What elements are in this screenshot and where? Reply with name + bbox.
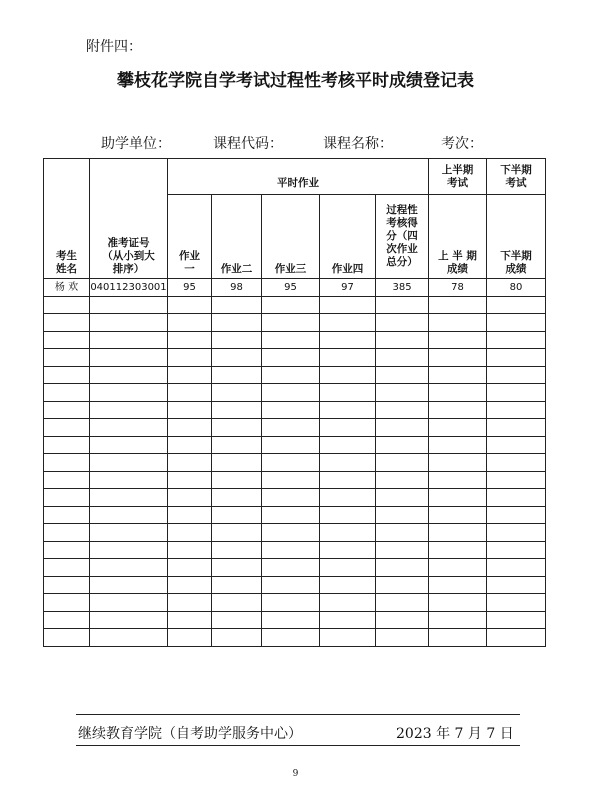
cell-name <box>44 436 90 454</box>
cell-hw2 <box>212 559 262 577</box>
cell-hw2 <box>212 524 262 542</box>
cell-id <box>90 384 168 402</box>
cell-name <box>44 331 90 349</box>
cell-hw2 <box>212 576 262 594</box>
cell-hw3 <box>262 489 320 507</box>
cell-hw3 <box>262 314 320 332</box>
cell-first-half <box>429 419 487 437</box>
cell-hw2 <box>212 541 262 559</box>
cell-process-score <box>376 349 429 367</box>
cell-first-half <box>429 489 487 507</box>
cell-process-score <box>376 419 429 437</box>
table-row-empty <box>44 576 546 594</box>
cell-hw3 <box>262 384 320 402</box>
cell-hw4: 97 <box>320 279 376 297</box>
cell-hw4 <box>320 611 376 629</box>
cell-hw1 <box>168 296 212 314</box>
table-row-empty <box>44 506 546 524</box>
cell-hw2 <box>212 384 262 402</box>
cell-hw2 <box>212 506 262 524</box>
cell-hw4 <box>320 524 376 542</box>
header-second-half-exam: 下半期 考试 <box>487 159 546 195</box>
cell-name <box>44 576 90 594</box>
cell-id <box>90 331 168 349</box>
cell-process-score: 385 <box>376 279 429 297</box>
header-hw4: 作业四 <box>320 195 376 279</box>
exam-session-label: 考次： <box>441 136 483 152</box>
cell-hw4 <box>320 594 376 612</box>
cell-id <box>90 296 168 314</box>
cell-hw2 <box>212 489 262 507</box>
cell-hw2 <box>212 629 262 647</box>
cell-name <box>44 524 90 542</box>
cell-name <box>44 296 90 314</box>
table-row-empty <box>44 559 546 577</box>
cell-second-half: 80 <box>487 279 546 297</box>
grade-table <box>43 158 546 647</box>
cell-process-score <box>376 366 429 384</box>
cell-hw1 <box>168 541 212 559</box>
cell-name <box>44 541 90 559</box>
table-row-empty <box>44 454 546 472</box>
cell-hw3 <box>262 506 320 524</box>
cell-hw4 <box>320 471 376 489</box>
cell-hw3 <box>262 454 320 472</box>
cell-hw4 <box>320 436 376 454</box>
table-row-empty <box>44 349 546 367</box>
footer-bottom-rule <box>76 745 520 746</box>
cell-first-half <box>429 401 487 419</box>
cell-first-half <box>429 594 487 612</box>
table-row-empty <box>44 436 546 454</box>
attachment-label: 附件四： <box>86 39 142 55</box>
table-row-empty <box>44 384 546 402</box>
cell-second-half <box>487 594 546 612</box>
cell-hw3 <box>262 419 320 437</box>
cell-name <box>44 454 90 472</box>
cell-hw3 <box>262 331 320 349</box>
cell-hw2 <box>212 331 262 349</box>
table-row-empty <box>44 314 546 332</box>
table-row-empty <box>44 401 546 419</box>
cell-id <box>90 471 168 489</box>
cell-hw4 <box>320 559 376 577</box>
footer-org: 继续教育学院（自考助学服务中心） <box>78 726 302 742</box>
cell-id <box>90 629 168 647</box>
header-first-half-exam: 上半期 考试 <box>429 159 487 195</box>
cell-id: 040112303001 <box>90 279 168 297</box>
cell-process-score <box>376 541 429 559</box>
cell-name <box>44 349 90 367</box>
table-row-empty <box>44 594 546 612</box>
cell-name <box>44 489 90 507</box>
cell-hw1: 95 <box>168 279 212 297</box>
unit-label: 助学单位： <box>101 136 171 152</box>
cell-hw4 <box>320 541 376 559</box>
table-row-empty <box>44 541 546 559</box>
cell-hw3 <box>262 401 320 419</box>
cell-first-half <box>429 524 487 542</box>
table-row-empty <box>44 419 546 437</box>
page-number: 9 <box>292 769 299 779</box>
table-row-empty <box>44 471 546 489</box>
cell-hw2 <box>212 366 262 384</box>
cell-hw2 <box>212 419 262 437</box>
cell-process-score <box>376 576 429 594</box>
header-name: 考生 姓名 <box>44 159 90 279</box>
cell-hw3 <box>262 594 320 612</box>
cell-id <box>90 489 168 507</box>
cell-hw2 <box>212 401 262 419</box>
cell-first-half <box>429 296 487 314</box>
cell-name <box>44 559 90 577</box>
cell-process-score <box>376 454 429 472</box>
cell-id <box>90 436 168 454</box>
cell-second-half <box>487 541 546 559</box>
table-row <box>44 279 546 297</box>
cell-hw4 <box>320 506 376 524</box>
cell-process-score <box>376 436 429 454</box>
cell-first-half <box>429 576 487 594</box>
cell-hw2 <box>212 296 262 314</box>
cell-first-half <box>429 611 487 629</box>
cell-name <box>44 629 90 647</box>
cell-hw1 <box>168 559 212 577</box>
cell-second-half <box>487 489 546 507</box>
cell-hw4 <box>320 629 376 647</box>
cell-second-half <box>487 576 546 594</box>
cell-hw4 <box>320 296 376 314</box>
cell-id <box>90 594 168 612</box>
cell-id <box>90 506 168 524</box>
cell-hw2 <box>212 471 262 489</box>
cell-name <box>44 506 90 524</box>
cell-process-score <box>376 524 429 542</box>
cell-hw1 <box>168 331 212 349</box>
cell-id <box>90 401 168 419</box>
cell-second-half <box>487 296 546 314</box>
cell-id <box>90 611 168 629</box>
cell-hw1 <box>168 489 212 507</box>
table-row-empty <box>44 489 546 507</box>
cell-second-half <box>487 349 546 367</box>
cell-hw4 <box>320 384 376 402</box>
cell-hw3 <box>262 559 320 577</box>
cell-hw1 <box>168 384 212 402</box>
cell-first-half <box>429 331 487 349</box>
cell-name <box>44 471 90 489</box>
cell-first-half <box>429 314 487 332</box>
cell-first-half <box>429 559 487 577</box>
cell-hw4 <box>320 401 376 419</box>
cell-name <box>44 611 90 629</box>
cell-process-score <box>376 559 429 577</box>
cell-hw2 <box>212 454 262 472</box>
cell-second-half <box>487 471 546 489</box>
table-row-empty <box>44 296 546 314</box>
header-hw3: 作业三 <box>262 195 320 279</box>
cell-hw2 <box>212 594 262 612</box>
cell-id <box>90 454 168 472</box>
cell-hw2 <box>212 349 262 367</box>
cell-id <box>90 349 168 367</box>
cell-hw1 <box>168 594 212 612</box>
table-row-empty <box>44 331 546 349</box>
cell-first-half <box>429 506 487 524</box>
cell-id <box>90 314 168 332</box>
cell-hw4 <box>320 454 376 472</box>
footer-date: 2023 年 7 月 7 日 <box>396 726 514 742</box>
header-first-half-score: 上 半 期 成绩 <box>429 195 487 279</box>
header-admission-id: 准考证号 （从小到大 排序） <box>90 159 168 279</box>
cell-hw1 <box>168 454 212 472</box>
cell-second-half <box>487 384 546 402</box>
cell-hw1 <box>168 366 212 384</box>
cell-process-score <box>376 331 429 349</box>
header-process-score: 过程性 考核得 分（四 次作业 总分） <box>376 195 429 279</box>
cell-first-half <box>429 629 487 647</box>
cell-process-score <box>376 629 429 647</box>
cell-second-half <box>487 454 546 472</box>
cell-second-half <box>487 524 546 542</box>
cell-id <box>90 419 168 437</box>
cell-second-half <box>487 419 546 437</box>
cell-process-score <box>376 401 429 419</box>
cell-second-half <box>487 436 546 454</box>
cell-name <box>44 594 90 612</box>
cell-hw2: 98 <box>212 279 262 297</box>
cell-hw4 <box>320 314 376 332</box>
cell-hw1 <box>168 524 212 542</box>
cell-second-half <box>487 401 546 419</box>
cell-second-half <box>487 331 546 349</box>
cell-hw3 <box>262 436 320 454</box>
cell-hw1 <box>168 314 212 332</box>
cell-process-score <box>376 489 429 507</box>
cell-hw3 <box>262 366 320 384</box>
table-row-empty <box>44 629 546 647</box>
cell-second-half <box>487 314 546 332</box>
cell-hw4 <box>320 349 376 367</box>
cell-first-half <box>429 541 487 559</box>
header-homework-group: 平时作业 <box>168 159 429 195</box>
cell-hw3: 95 <box>262 279 320 297</box>
cell-hw4 <box>320 331 376 349</box>
cell-second-half <box>487 629 546 647</box>
cell-hw3 <box>262 296 320 314</box>
cell-second-half <box>487 559 546 577</box>
cell-hw1 <box>168 576 212 594</box>
cell-hw4 <box>320 489 376 507</box>
cell-process-score <box>376 384 429 402</box>
cell-process-score <box>376 296 429 314</box>
table-row-empty <box>44 524 546 542</box>
cell-second-half <box>487 506 546 524</box>
cell-process-score <box>376 471 429 489</box>
cell-first-half <box>429 349 487 367</box>
cell-first-half <box>429 366 487 384</box>
cell-hw1 <box>168 419 212 437</box>
cell-id <box>90 524 168 542</box>
cell-id <box>90 576 168 594</box>
cell-first-half <box>429 454 487 472</box>
cell-name <box>44 419 90 437</box>
cell-process-score <box>376 594 429 612</box>
cell-id <box>90 366 168 384</box>
cell-name <box>44 401 90 419</box>
cell-name <box>44 384 90 402</box>
cell-hw3 <box>262 576 320 594</box>
footer-top-rule <box>76 714 520 715</box>
cell-hw1 <box>168 401 212 419</box>
cell-id <box>90 541 168 559</box>
cell-hw1 <box>168 506 212 524</box>
course-name-label: 课程名称： <box>323 136 393 152</box>
cell-hw3 <box>262 349 320 367</box>
cell-name <box>44 366 90 384</box>
cell-hw4 <box>320 366 376 384</box>
cell-hw1 <box>168 629 212 647</box>
cell-hw3 <box>262 524 320 542</box>
cell-first-half: 78 <box>429 279 487 297</box>
cell-hw2 <box>212 314 262 332</box>
cell-process-score <box>376 314 429 332</box>
cell-second-half <box>487 611 546 629</box>
cell-hw3 <box>262 611 320 629</box>
header-hw2: 作业二 <box>212 195 262 279</box>
cell-hw4 <box>320 419 376 437</box>
cell-second-half <box>487 366 546 384</box>
course-code-label: 课程代码： <box>213 136 283 152</box>
cell-hw2 <box>212 611 262 629</box>
cell-process-score <box>376 611 429 629</box>
table-row-empty <box>44 366 546 384</box>
cell-hw1 <box>168 611 212 629</box>
cell-id <box>90 559 168 577</box>
table-row-empty <box>44 611 546 629</box>
header-second-half-score: 下半期 成绩 <box>487 195 546 279</box>
page-title: 攀枝花学院自学考试过程性考核平时成绩登记表 <box>117 71 474 91</box>
cell-hw3 <box>262 541 320 559</box>
cell-first-half <box>429 436 487 454</box>
cell-hw4 <box>320 576 376 594</box>
cell-hw1 <box>168 349 212 367</box>
cell-first-half <box>429 384 487 402</box>
cell-name <box>44 314 90 332</box>
header-hw1: 作业 一 <box>168 195 212 279</box>
cell-name: 杨 欢 <box>44 279 90 297</box>
cell-hw1 <box>168 436 212 454</box>
cell-hw3 <box>262 629 320 647</box>
cell-first-half <box>429 471 487 489</box>
cell-hw1 <box>168 471 212 489</box>
cell-hw2 <box>212 436 262 454</box>
cell-hw3 <box>262 471 320 489</box>
cell-process-score <box>376 506 429 524</box>
